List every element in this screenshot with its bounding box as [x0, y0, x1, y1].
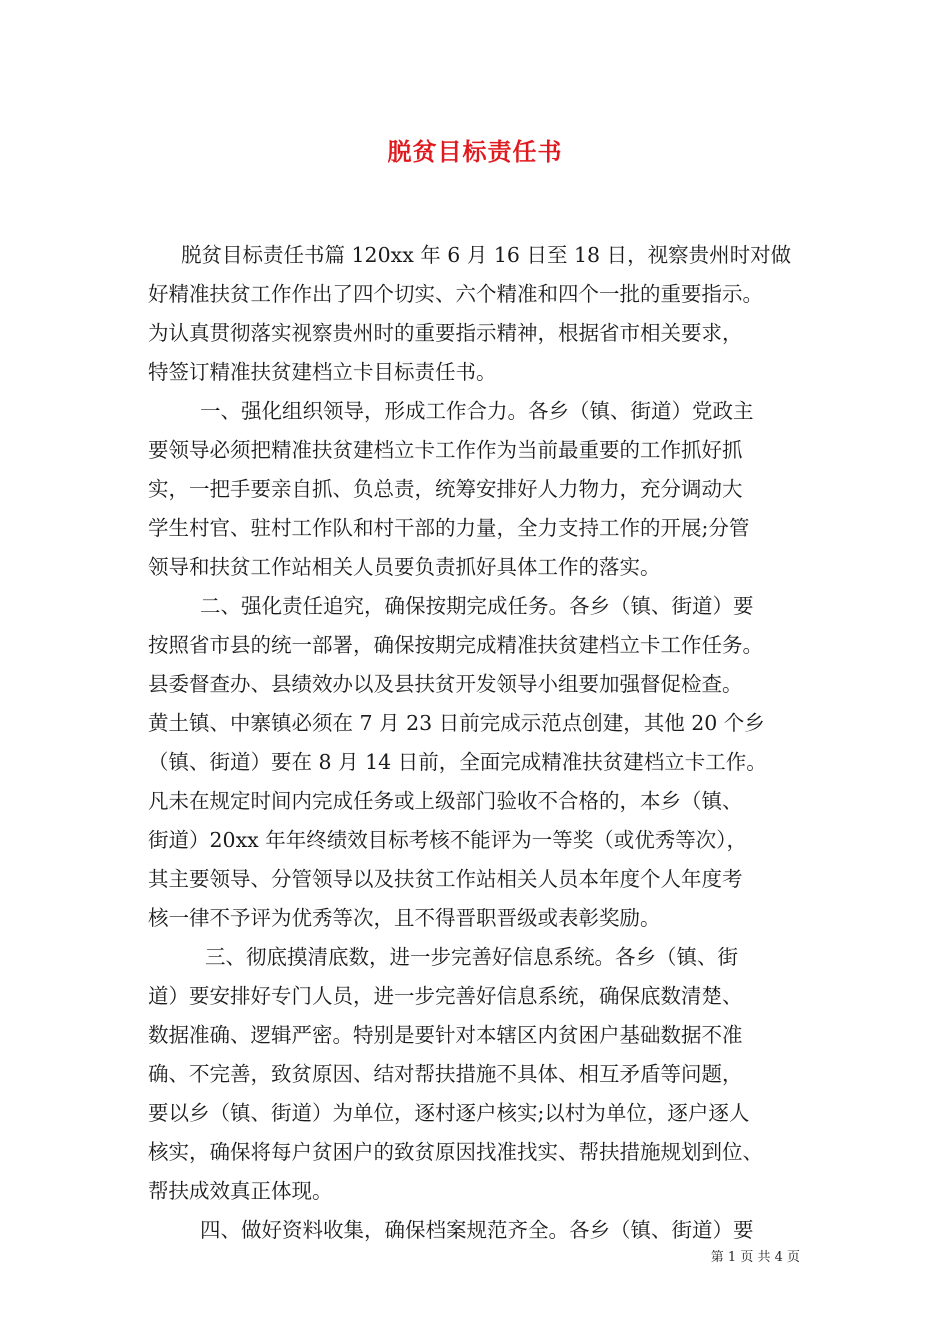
text-line: 学生村官、驻村工作队和村干部的力量，全力支持工作的开展;分管 [148, 516, 750, 540]
text-line: 为认真贯彻落实视察贵州时的重要指示精神，根据省市相关要求， [148, 321, 743, 345]
text-line: 脱贫目标责任书篇 120xx 年 6 月 16 日至 18 日，视察贵州时对做 [181, 243, 792, 267]
text-line: 按照省市县的统一部署，确保按期完成精准扶贫建档立卡工作任务。 [148, 633, 763, 657]
text-line: 道）要安排好专门人员，进一步完善好信息系统，确保底数清楚、 [148, 984, 743, 1008]
text-line: 特签订精准扶贫建档立卡目标责任书。 [148, 360, 497, 384]
document-title: 脱贫目标责任书 [387, 138, 563, 166]
text-line: 凡未在规定时间内完成任务或上级部门验收不合格的，本乡（镇、 [148, 789, 743, 813]
text-line: 四、做好资料收集，确保档案规范齐全。各乡（镇、街道）要 [200, 1218, 754, 1242]
text-line: 领导和扶贫工作站相关人员要负责抓好具体工作的落实。 [148, 555, 661, 579]
text-line: 街道）20xx 年年终绩效目标考核不能评为一等奖（或优秀等次）， [148, 828, 747, 852]
text-line: （镇、街道）要在 8 月 14 日前，全面完成精准扶贫建档立卡工作。 [148, 750, 767, 774]
text-line: 核实，确保将每户贫困户的致贫原因找准找实、帮扶措施规划到位、 [148, 1140, 763, 1164]
text-line: 其主要领导、分管领导以及扶贫工作站相关人员本年度个人年度考 [148, 867, 743, 891]
text-line: 二、强化责任追究，确保按期完成任务。各乡（镇、街道）要 [200, 594, 754, 618]
text-line: 帮扶成效真正体现。 [148, 1179, 333, 1203]
text-line: 一、强化组织领导，形成工作合力。各乡（镇、街道）党政主 [200, 399, 754, 423]
text-line: 县委督查办、县绩效办以及县扶贫开发领导小组要加强督促检查。 [148, 672, 743, 696]
text-line: 黄土镇、中寨镇必须在 7 月 23 日前完成示范点创建，其他 20 个乡 [148, 711, 765, 735]
text-line: 确、不完善，致贫原因、结对帮扶措施不具体、相互矛盾等问题， [148, 1062, 743, 1086]
text-line: 实，一把手要亲自抓、负总责，统筹安排好人力物力，充分调动大 [148, 477, 743, 501]
text-line: 核一律不予评为优秀等次，且不得晋职晋级或表彰奖励。 [148, 906, 661, 930]
text-line: 好精准扶贫工作作出了四个切实、六个精准和四个一批的重要指示。 [148, 282, 763, 306]
text-line: 数据准确、逻辑严密。特别是要针对本辖区内贫困户基础数据不准 [148, 1023, 743, 1047]
text-line: 三、彻底摸清底数，进一步完善好信息系统。各乡（镇、街 [205, 945, 738, 969]
page-footer: 第 1 页 共 4 页 [710, 1250, 800, 1265]
text-line: 要领导必须把精准扶贫建档立卡工作作为当前最重要的工作抓好抓 [148, 438, 743, 462]
text-line: 要以乡（镇、街道）为单位，逐村逐户核实;以村为单位，逐户逐人 [148, 1101, 750, 1125]
document-body [148, 236, 808, 1250]
